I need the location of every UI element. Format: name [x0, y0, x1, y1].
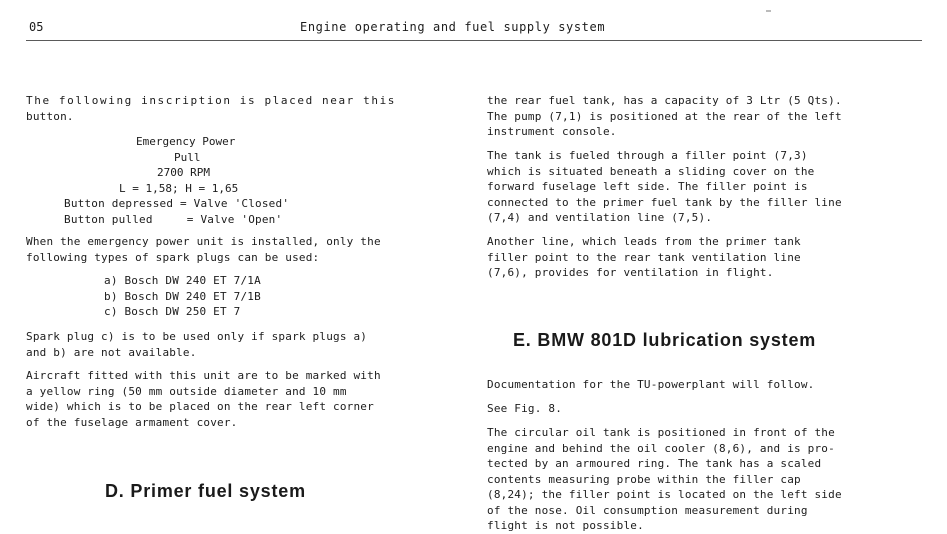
section-heading-lubrication: E. BMW 801D lubrication system	[513, 330, 817, 350]
text-line: (7,6), provides for ventilation in flight.	[487, 266, 774, 279]
text-line: a yellow ring (50 mm outside diameter and 10 mm	[26, 384, 347, 398]
text-line: following types of spark plugs can be used:	[26, 250, 320, 264]
inscription-line: L = 1,58; H = 1,65	[119, 181, 239, 195]
text-line: The following inscription is placed near this	[26, 94, 397, 107]
filler-paragraph	[487, 148, 905, 226]
inscription-line: 2700 RPM	[157, 166, 210, 179]
ventilation-paragraph	[487, 234, 905, 281]
scan-speck	[766, 10, 771, 12]
text-line: When the emergency power unit is installed, only the	[26, 235, 381, 248]
page-number: 05	[29, 20, 44, 34]
text-line: Aircraft fitted with this unit are to be marked with	[26, 369, 381, 382]
text-line: filler point to the rear tank ventilation line	[487, 250, 801, 264]
text-line: of the nose. Oil consumption measurement during	[487, 503, 808, 517]
inscription-line: Emergency Power	[136, 135, 236, 148]
text-line: forward fuselage left side. The filler point is	[487, 180, 808, 193]
text-line: (8,24); the filler point is located on the left side	[487, 488, 842, 501]
plug-note	[26, 329, 438, 360]
oil-tank-paragraph	[487, 425, 905, 534]
text-line: which is situated beneath a sliding cover on the	[487, 164, 815, 178]
text-line: The circular oil tank is positioned in front of the	[487, 426, 835, 439]
installed-paragraph	[26, 234, 438, 265]
list-item: c) Bosch DW 250 ET 7	[104, 305, 241, 318]
text-line: connected to the primer fuel tank by the filler line	[487, 195, 842, 209]
text-line: instrument console.	[487, 125, 617, 138]
button-state-line: Button depressed = Valve 'Closed'	[64, 197, 290, 210]
text-line: Another line, which leads from the primer tank	[487, 235, 801, 248]
text-line: See Fig. 8.	[487, 402, 563, 415]
list-item: a) Bosch DW 240 ET 7/1A	[104, 274, 261, 287]
text-line: of the fuselage armament cover.	[26, 415, 238, 429]
text-line: flight is not possible.	[487, 519, 644, 532]
text-line: (7,4) and ventilation line (7,5).	[487, 211, 713, 224]
text-line: The pump (7,1) is positioned at the rear of the left	[487, 109, 842, 123]
text-line: engine and behind the oil cooler (8,6), and is pro-	[487, 441, 835, 455]
intro-paragraph	[26, 93, 438, 124]
spark-plug-list	[104, 273, 404, 320]
documentation-note	[487, 377, 905, 393]
text-line: and b) are not available.	[26, 345, 197, 359]
inscription-block	[26, 134, 438, 196]
list-item: b) Bosch DW 240 ET 7/1B	[104, 289, 261, 303]
section-heading-primer: D. Primer fuel system	[105, 481, 306, 501]
inscription-line: Pull	[174, 150, 201, 164]
text-line: Documentation for the TU-powerplant will follow.	[487, 378, 815, 391]
button-state-line: Button pulled = Valve 'Open'	[64, 212, 283, 226]
figure-reference	[487, 401, 905, 417]
text-line: Spark plug c) is to be used only if spark plugs a)	[26, 330, 368, 343]
running-header: Engine operating and fuel supply system	[300, 20, 606, 34]
text-line: button.	[26, 109, 74, 123]
header-rule	[26, 40, 922, 41]
text-line: tected by an armoured ring. The tank has a scaled	[487, 457, 822, 470]
text-line: contents measuring probe within the filler cap	[487, 472, 801, 486]
text-line: wide) which is to be placed on the rear left corner	[26, 400, 374, 413]
text-line: The tank is fueled through a filler point (7,3)	[487, 149, 808, 162]
button-states	[64, 196, 444, 227]
tank-paragraph	[487, 93, 905, 140]
text-line: the rear fuel tank, has a capacity of 3 Ltr (5 Qts).	[487, 94, 842, 107]
marking-paragraph	[26, 368, 438, 430]
